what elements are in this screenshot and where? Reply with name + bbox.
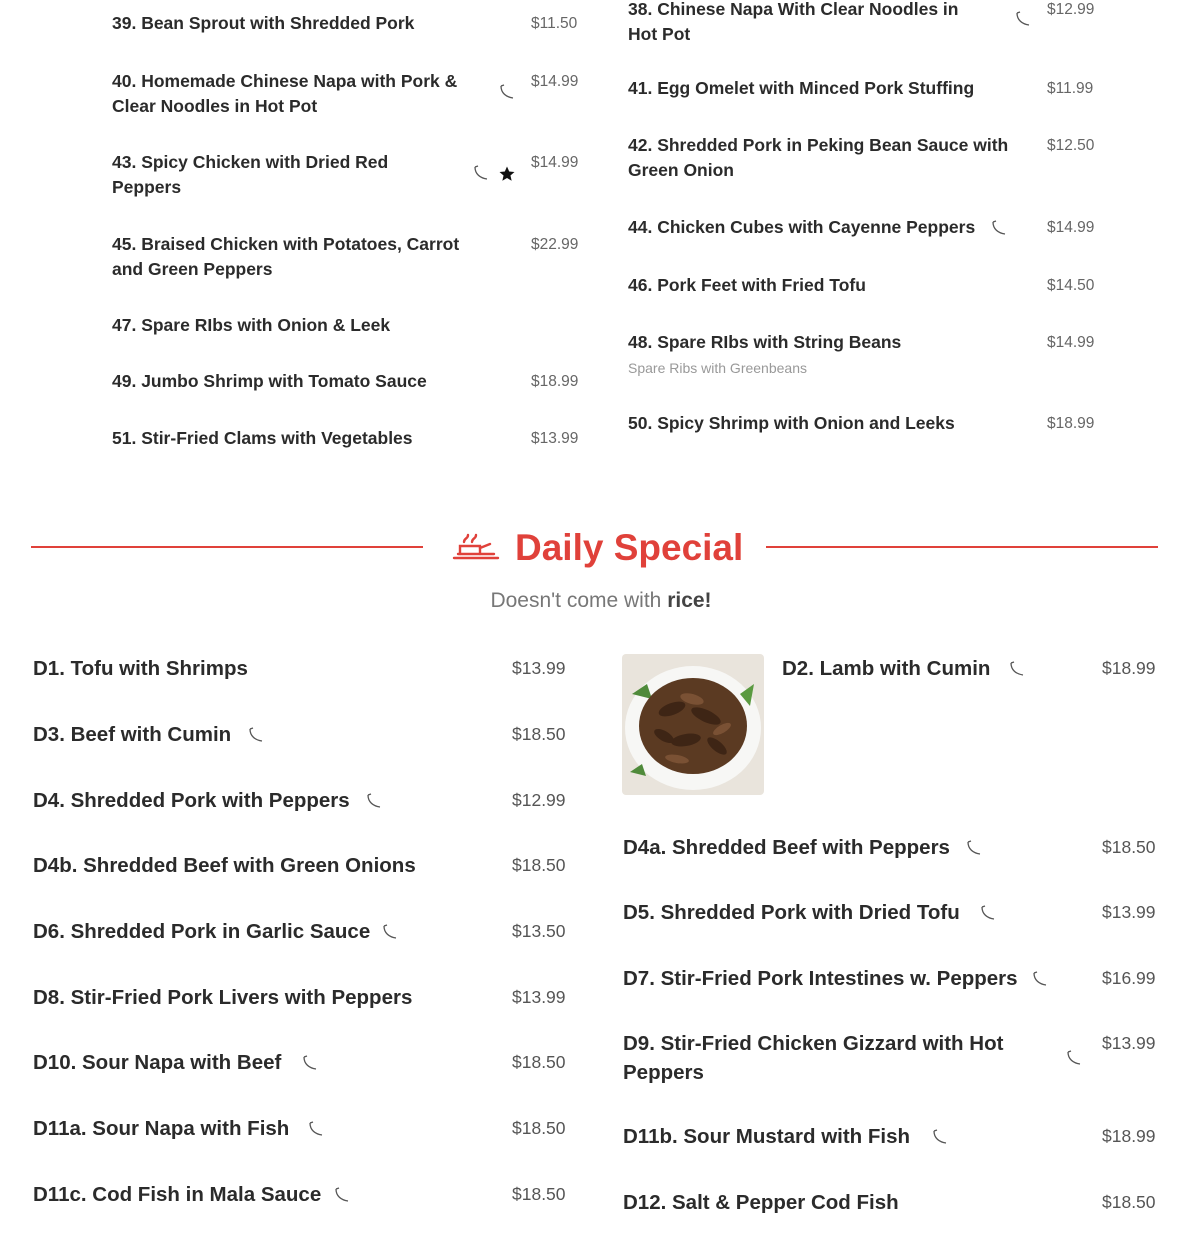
special-item-d6[interactable] — [33, 917, 569, 949]
item-name: D11b. Sour Mustard with Fish — [623, 1125, 911, 1148]
menu-item-49[interactable] — [112, 369, 580, 399]
divider-left — [31, 546, 423, 548]
item-name: D5. Shredded Pork with Dried Tofu — [623, 901, 960, 924]
item-price: $13.99 — [1102, 1033, 1156, 1053]
item-name-line1: 40. Homemade Chinese Napa with Pork & — [112, 71, 458, 91]
chili-pepper-icon — [498, 83, 516, 101]
item-price: $12.99 — [512, 790, 566, 810]
item-price: $18.50 — [1102, 1192, 1156, 1212]
special-item-d11b[interactable] — [623, 1122, 1160, 1154]
special-item-d4b[interactable] — [33, 851, 569, 883]
menu-item-43[interactable] — [112, 150, 580, 202]
menu-item-40[interactable] — [112, 69, 580, 121]
item-price: $13.50 — [512, 921, 566, 941]
item-name: 46. Pork Feet with Fried Tofu — [628, 275, 866, 295]
item-name-line1: 45. Braised Chicken with Potatoes, Carrot — [112, 234, 460, 254]
divider-right — [766, 546, 1158, 548]
item-name-line1: 42. Shredded Pork in Peking Bean Sauce with — [628, 135, 1009, 155]
item-name: 50. Spicy Shrimp with Onion and Leeks — [628, 413, 955, 433]
menu-item-48[interactable] — [628, 330, 1098, 382]
star-icon — [498, 165, 516, 183]
item-price: $12.99 — [1047, 1, 1095, 18]
item-name — [628, 133, 1008, 183]
item-name — [112, 69, 457, 119]
item-name: 44. Chicken Cubes with Cayenne Peppers — [628, 217, 976, 237]
item-price: $11.99 — [1047, 80, 1094, 97]
item-name: 49. Jumbo Shrimp with Tomato Sauce — [112, 371, 427, 391]
item-name: D3. Beef with Cumin — [33, 723, 232, 746]
item-name: 39. Bean Sprout with Shredded Pork — [112, 13, 415, 33]
item-name: 48. Spare RIbs with String Beans — [628, 332, 902, 352]
chili-pepper-icon — [1008, 660, 1026, 678]
menu-item-50[interactable] — [628, 411, 1098, 441]
item-price: $13.99 — [1102, 902, 1156, 922]
item-name: D11a. Sour Napa with Fish — [33, 1117, 290, 1140]
subtitle-text: Doesn't come with — [490, 589, 668, 612]
item-price: $18.50 — [1102, 837, 1156, 857]
item-price: $13.99 — [512, 987, 566, 1007]
item-name-line2: and Green Peppers — [112, 259, 273, 279]
section-title: Daily Special — [515, 527, 744, 568]
chili-pepper-icon — [307, 1120, 325, 1138]
item-price: $18.50 — [512, 1052, 566, 1072]
item-name: D6. Shredded Pork in Garlic Sauce — [33, 920, 371, 943]
menu-item-42[interactable] — [628, 133, 1098, 185]
menu-item-44[interactable] — [628, 215, 1098, 245]
item-name: D10. Sour Napa with Beef — [33, 1051, 282, 1074]
special-item-d4[interactable] — [33, 786, 569, 818]
chili-pepper-icon — [1031, 970, 1049, 988]
chili-pepper-icon — [1014, 10, 1032, 28]
item-name: D1. Tofu with Shrimps — [33, 657, 248, 680]
item-name: D4a. Shredded Beef with Peppers — [623, 836, 950, 859]
special-item-d3[interactable] — [33, 720, 569, 752]
special-item-d7[interactable] — [623, 964, 1160, 996]
item-name-line2: Clear Noodles in Hot Pot — [112, 96, 318, 116]
chili-pepper-icon — [979, 904, 997, 922]
chili-pepper-icon — [301, 1054, 319, 1072]
item-name-line1: 38. Chinese Napa With Clear Noodles in — [628, 0, 959, 19]
item-price: $18.99 — [1102, 1126, 1156, 1146]
chili-pepper-icon — [1065, 1049, 1083, 1067]
item-price: $18.50 — [512, 1184, 566, 1204]
item-price: $14.99 — [531, 73, 579, 90]
special-item-d12[interactable] — [623, 1188, 1160, 1220]
special-item-d11a[interactable] — [33, 1114, 569, 1146]
item-name: D7. Stir-Fried Pork Intestines w. Peppers — [623, 967, 1018, 990]
special-item-d4a[interactable] — [623, 833, 1160, 865]
menu-item-45[interactable] — [112, 232, 580, 284]
item-price: $14.99 — [1047, 334, 1095, 351]
daily-special-header — [0, 520, 1202, 580]
item-name — [628, 0, 958, 47]
item-name: 41. Egg Omelet with Minced Pork Stuffing — [628, 78, 975, 98]
item-name: 51. Stir-Fried Clams with Vegetables — [112, 428, 413, 448]
item-name — [623, 1029, 1003, 1087]
item-price: $18.99 — [1047, 415, 1095, 432]
item-name-line2: Green Onion — [628, 160, 734, 180]
item-name — [112, 150, 388, 200]
chili-pepper-icon — [931, 1128, 949, 1146]
item-price: $14.99 — [531, 154, 579, 171]
item-name: 47. Spare RIbs with Onion & Leek — [112, 315, 391, 335]
item-price: $18.50 — [512, 1118, 566, 1138]
menu-item-41[interactable] — [628, 76, 1098, 106]
chili-pepper-icon — [381, 923, 399, 941]
menu-item-47[interactable] — [112, 313, 580, 343]
chili-pepper-icon — [990, 219, 1008, 237]
chili-pepper-icon — [472, 164, 490, 182]
item-name-line2: Hot Pot — [628, 24, 691, 44]
special-item-d11c[interactable] — [33, 1180, 569, 1212]
item-price: $13.99 — [531, 430, 579, 447]
dish-photo-image — [622, 654, 764, 795]
special-item-d10[interactable] — [33, 1048, 569, 1080]
special-item-d8[interactable] — [33, 983, 569, 1015]
item-name: D11c. Cod Fish in Mala Sauce — [33, 1183, 322, 1206]
item-price: $22.99 — [531, 236, 579, 253]
main-menu-section — [0, 0, 1202, 470]
item-name — [112, 232, 459, 282]
special-item-d1[interactable] — [33, 654, 569, 686]
item-price: $14.50 — [1047, 277, 1095, 294]
item-price: $18.50 — [512, 724, 566, 744]
subtitle-bold: rice! — [667, 589, 712, 612]
item-name: D2. Lamb with Cumin — [782, 657, 991, 680]
item-price: $11.50 — [531, 15, 578, 32]
item-price: $13.99 — [512, 658, 566, 678]
special-item-d9[interactable] — [623, 1029, 1160, 1089]
item-price: $18.50 — [512, 855, 566, 875]
section-subtitle — [0, 587, 1202, 615]
item-name: D4b. Shredded Beef with Green Onions — [33, 854, 416, 877]
chili-pepper-icon — [965, 839, 983, 857]
item-price: $18.99 — [531, 373, 579, 390]
item-description: Spare Ribs with Greenbeans — [628, 360, 807, 376]
menu-item-39[interactable] — [112, 11, 580, 41]
item-price: $16.99 — [1102, 968, 1156, 988]
dish-icon — [450, 530, 500, 562]
item-name-line1: 43. Spicy Chicken with Dried Red — [112, 152, 389, 172]
item-price: $14.99 — [1047, 219, 1095, 236]
chili-pepper-icon — [365, 792, 383, 810]
item-name-line1: D9. Stir-Fried Chicken Gizzard with Hot — [623, 1032, 1004, 1055]
special-item-d5[interactable] — [623, 898, 1160, 930]
dish-photo-lamb-with-cumin[interactable] — [622, 654, 764, 795]
chili-pepper-icon — [333, 1186, 351, 1204]
item-name-line2: Peppers — [623, 1061, 704, 1084]
item-name: D4. Shredded Pork with Peppers — [33, 789, 350, 812]
item-price: $12.50 — [1047, 137, 1095, 154]
special-item-d2[interactable] — [782, 654, 1160, 686]
item-name: D8. Stir-Fried Pork Livers with Peppers — [33, 986, 413, 1009]
item-price: $18.99 — [1102, 658, 1156, 678]
item-name-line2: Peppers — [112, 177, 182, 197]
chili-pepper-icon — [247, 726, 265, 744]
menu-item-51[interactable] — [112, 426, 580, 456]
menu-item-38[interactable] — [628, 0, 1098, 49]
menu-item-46[interactable] — [628, 273, 1098, 303]
item-name: D12. Salt & Pepper Cod Fish — [623, 1191, 899, 1214]
